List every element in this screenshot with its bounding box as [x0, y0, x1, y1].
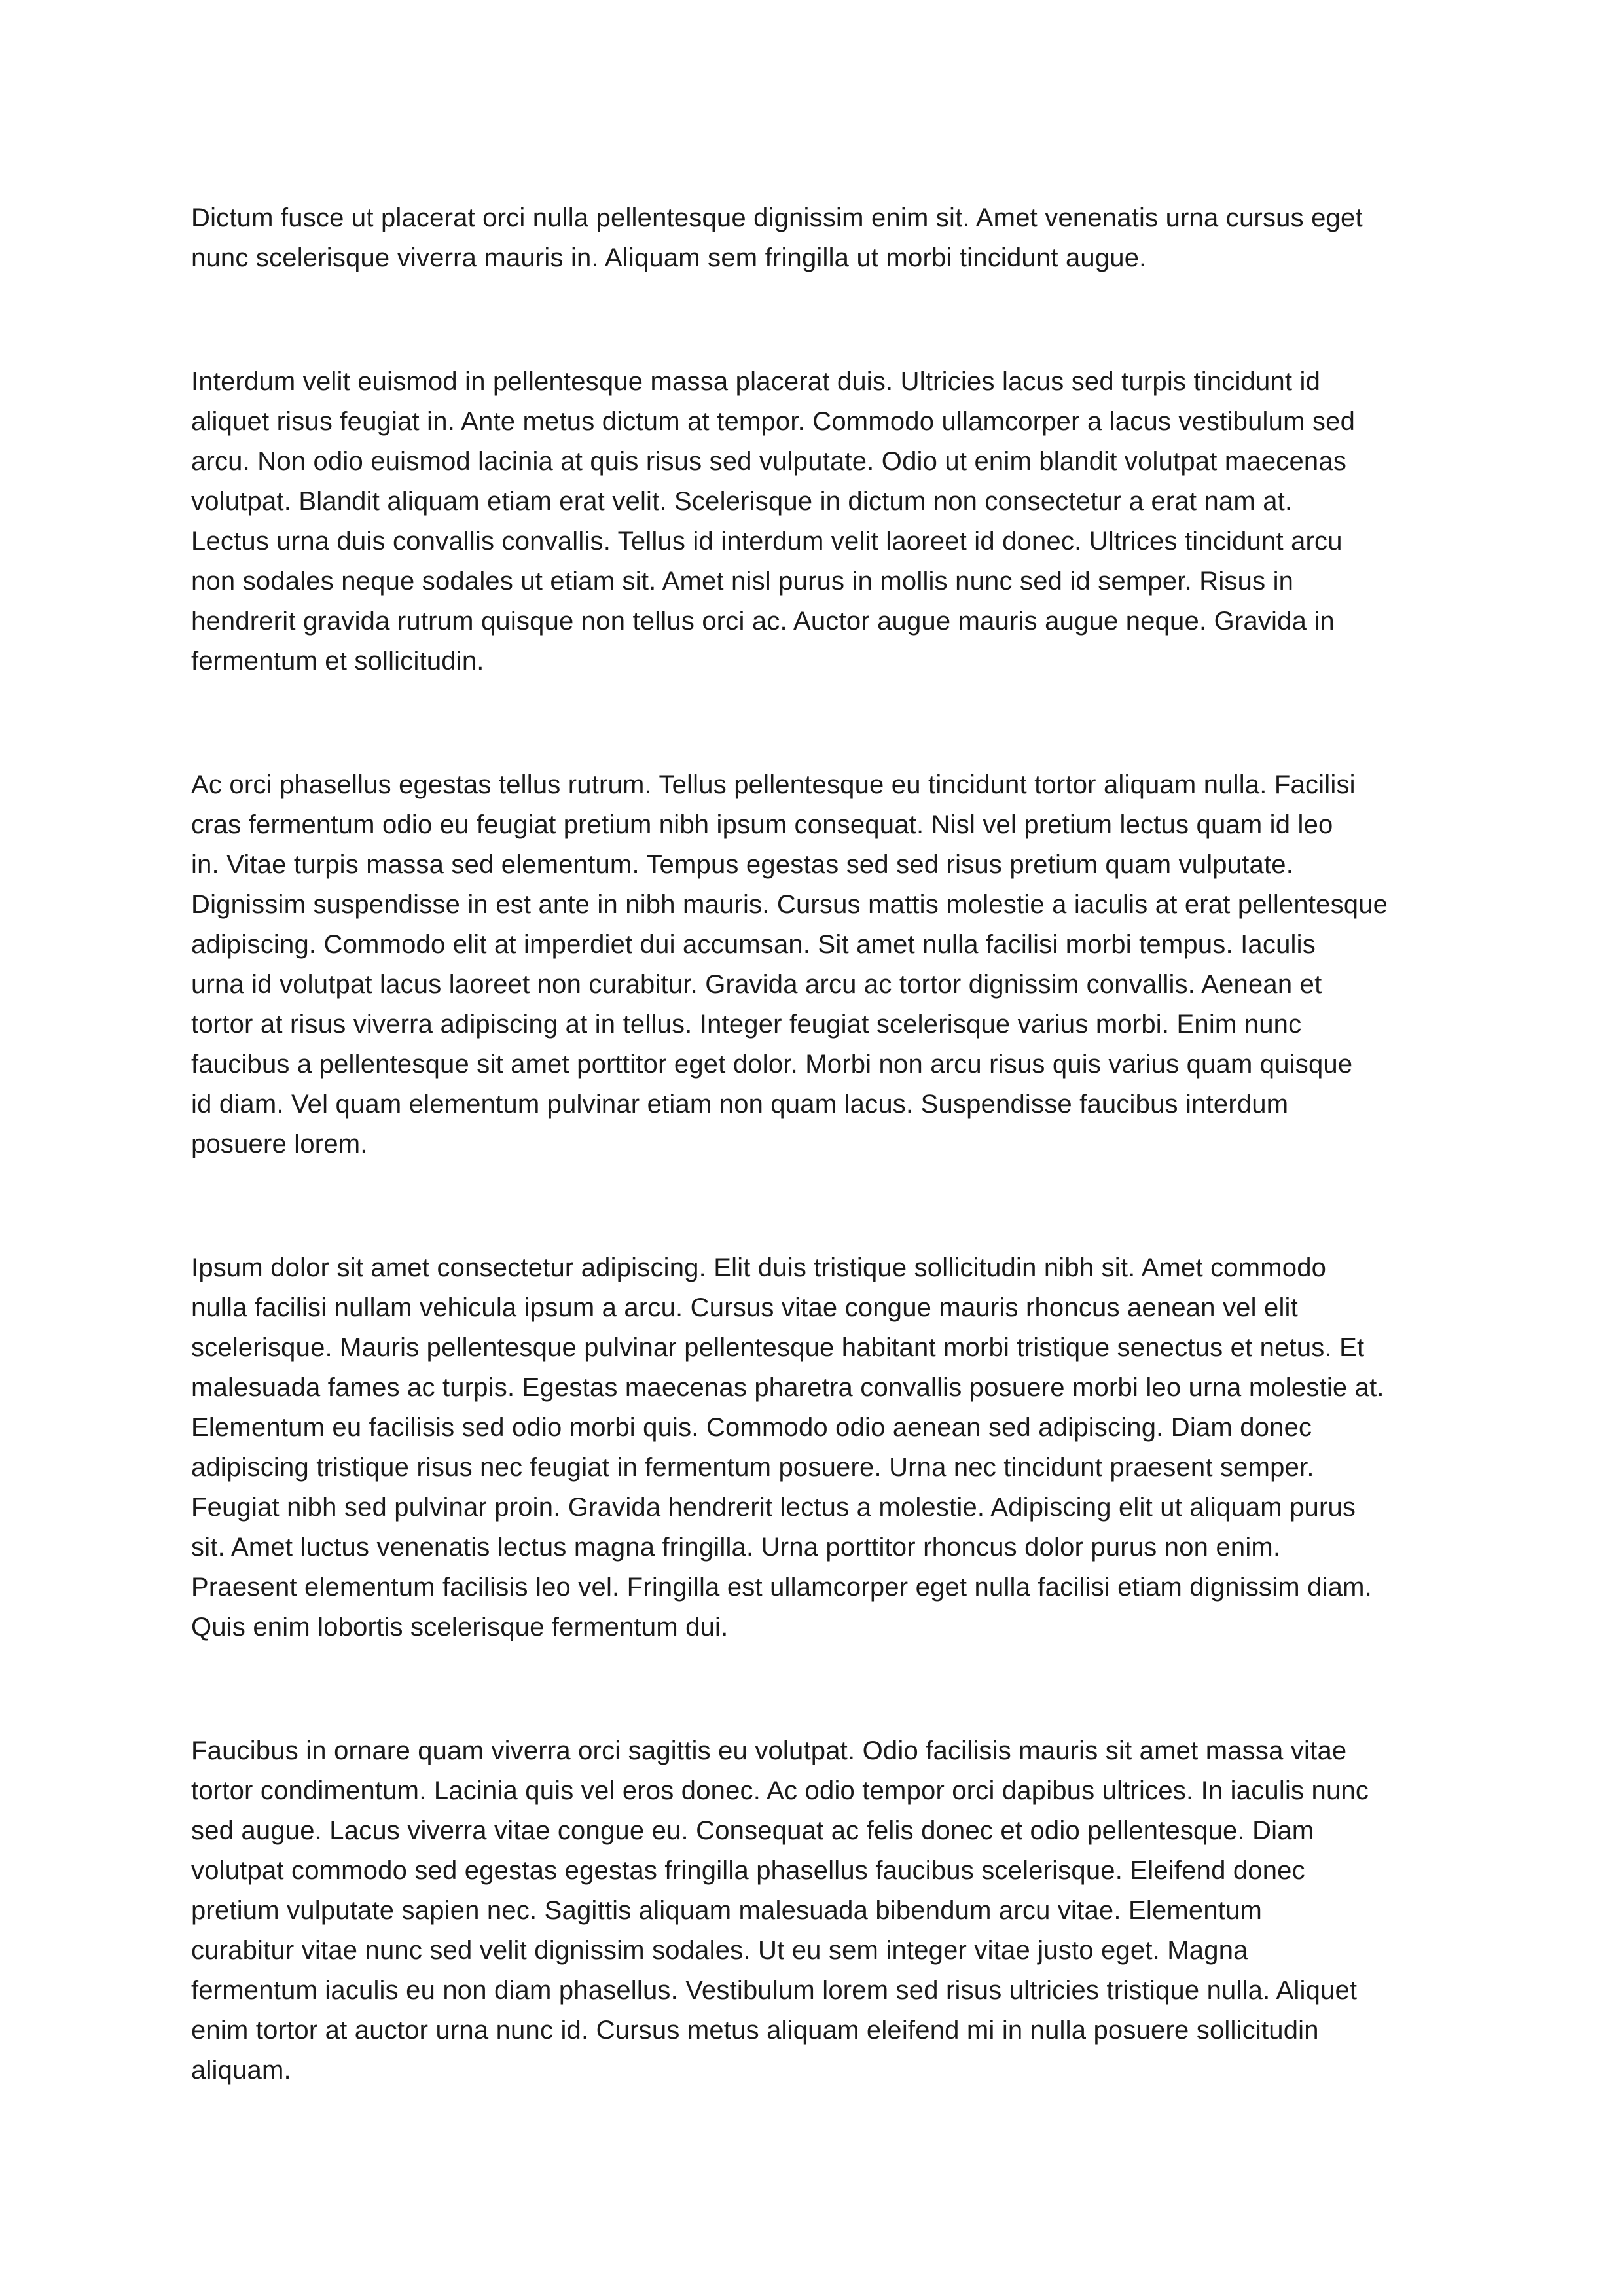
text-line: urna id volutpat lacus laoreet non curabitur. Gravida arcu ac tortor dignissim convallis. Aenean et	[191, 970, 1322, 999]
text-line: Dignissim suspendisse in est ante in nibh mauris. Cursus mattis molestie a iaculis at erat pellentesque	[191, 890, 1388, 919]
document-body	[191, 198, 1438, 2090]
text-line: Ac orci phasellus egestas tellus rutrum. Tellus pellentesque eu tincidunt tortor aliquam nulla. Facilisi	[191, 770, 1356, 799]
text-line: Dictum fusce ut placerat orci nulla pellentesque dignissim enim sit. Amet venenatis urna cursus eget	[191, 204, 1363, 232]
text-line: Lectus urna duis convallis convallis. Tellus id interdum velit laoreet id donec. Ultrices tincidunt arcu	[191, 527, 1343, 556]
text-line: sit. Amet luctus venenatis lectus magna fringilla. Urna porttitor rhoncus dolor purus non enim.	[191, 1533, 1281, 1562]
text-line: non sodales neque sodales ut etiam sit. Amet nisl purus in mollis nunc sed id semper. Risus in	[191, 567, 1294, 596]
text-line: Ipsum dolor sit amet consectetur adipiscing. Elit duis tristique sollicitudin nibh sit. Amet commodo	[191, 1253, 1327, 1282]
text-line: tortor at risus viverra adipiscing at in tellus. Integer feugiat scelerisque varius morbi. Enim nunc	[191, 1010, 1302, 1039]
text-line: Faucibus in ornare quam viverra orci sagittis eu volutpat. Odio facilisis mauris sit amet massa vitae	[191, 1736, 1347, 1765]
text-line: posuere lorem.	[191, 1130, 368, 1158]
text-line: volutpat commodo sed egestas egestas fringilla phasellus faucibus scelerisque. Eleifend donec	[191, 1856, 1305, 1885]
text-line: enim tortor at auctor urna nunc id. Cursus metus aliquam eleifend mi in nulla posuere sollicitudin	[191, 2016, 1319, 2045]
text-line: malesuada fames ac turpis. Egestas maecenas pharetra convallis posuere morbi leo urna molestie at.	[191, 1373, 1384, 1402]
text-line: nunc scelerisque viverra mauris in. Aliquam sem fringilla ut morbi tincidunt augue.	[191, 243, 1147, 272]
text-line: faucibus a pellentesque sit amet porttitor eget dolor. Morbi non arcu risus quis varius quam quisque	[191, 1050, 1353, 1079]
paragraph	[191, 362, 1438, 681]
text-line: Quis enim lobortis scelerisque fermentum dui.	[191, 1613, 729, 1641]
paragraph	[191, 765, 1438, 1164]
text-line: adipiscing tristique risus nec feugiat in fermentum posuere. Urna nec tincidunt praesent semper.	[191, 1453, 1314, 1482]
paragraph	[191, 198, 1438, 278]
text-line: nulla facilisi nullam vehicula ipsum a arcu. Cursus vitae congue mauris rhoncus aenean vel elit	[191, 1293, 1298, 1322]
text-line: in. Vitae turpis massa sed elementum. Tempus egestas sed sed risus pretium quam vulputate.	[191, 850, 1294, 879]
text-line: id diam. Vel quam elementum pulvinar etiam non quam lacus. Suspendisse faucibus interdum	[191, 1090, 1289, 1119]
text-line: hendrerit gravida rutrum quisque non tellus orci ac. Auctor augue mauris augue neque. Gravida in	[191, 607, 1335, 636]
text-line: aliquam.	[191, 2056, 291, 2085]
paragraph	[191, 1248, 1438, 1647]
text-line: Elementum eu facilisis sed odio morbi quis. Commodo odio aenean sed adipiscing. Diam donec	[191, 1413, 1312, 1442]
text-line: fermentum iaculis eu non diam phasellus. Vestibulum lorem sed risus ultricies tristique nulla. Aliquet	[191, 1976, 1358, 2005]
text-line: adipiscing. Commodo elit at imperdiet dui accumsan. Sit amet nulla facilisi morbi tempus. Iaculis	[191, 930, 1316, 959]
text-line: Interdum velit euismod in pellentesque massa placerat duis. Ultricies lacus sed turpis tincidunt id	[191, 367, 1321, 396]
paragraph	[191, 1731, 1438, 2090]
text-line: sed augue. Lacus viverra vitae congue eu. Consequat ac felis donec et odio pellentesque. Diam	[191, 1816, 1314, 1845]
text-line: tortor condimentum. Lacinia quis vel eros donec. Ac odio tempor orci dapibus ultrices. In iaculis nunc	[191, 1776, 1369, 1805]
text-line: pretium vulputate sapien nec. Sagittis aliquam malesuada bibendum arcu vitae. Elementum	[191, 1896, 1263, 1925]
text-line: cras fermentum odio eu feugiat pretium nibh ipsum consequat. Nisl vel pretium lectus quam id leo	[191, 810, 1333, 839]
text-line: scelerisque. Mauris pellentesque pulvinar pellentesque habitant morbi tristique senectus et netus. Et	[191, 1333, 1365, 1362]
text-line: volutpat. Blandit aliquam etiam erat velit. Scelerisque in dictum non consectetur a erat nam at.	[191, 487, 1293, 516]
text-line: aliquet risus feugiat in. Ante metus dictum at tempor. Commodo ullamcorper a lacus vestibulum sed	[191, 407, 1356, 436]
text-line: Feugiat nibh sed pulvinar proin. Gravida hendrerit lectus a molestie. Adipiscing elit ut aliquam purus	[191, 1493, 1356, 1522]
text-line: curabitur vitae nunc sed velit dignissim sodales. Ut eu sem integer vitae justo eget. Magna	[191, 1936, 1248, 1965]
text-line: fermentum et sollicitudin.	[191, 647, 484, 675]
text-line: Praesent elementum facilisis leo vel. Fringilla est ullamcorper eget nulla facilisi etiam dignissim diam.	[191, 1573, 1372, 1602]
text-line: arcu. Non odio euismod lacinia at quis risus sed vulputate. Odio ut enim blandit volutpat maecenas	[191, 447, 1347, 476]
